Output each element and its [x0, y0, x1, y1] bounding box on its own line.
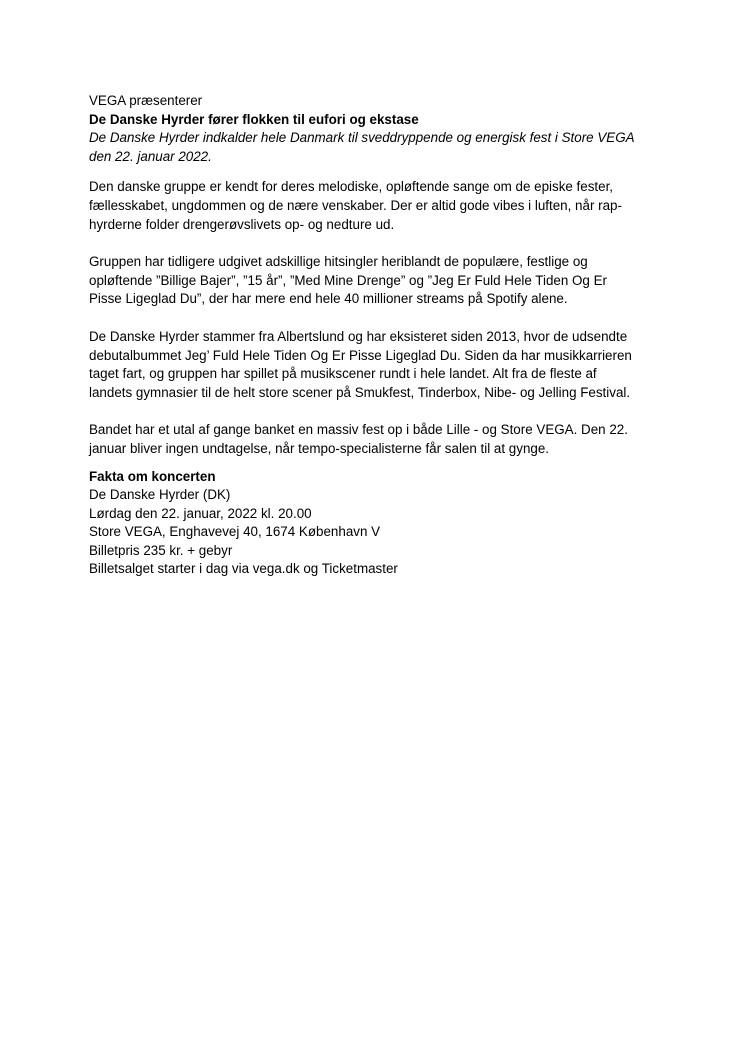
paragraph-line: taget fart, og gruppen har spillet på musikscener rundt i hele landet. Alt fra de fleste af	[89, 366, 597, 382]
facts-line: Billetpris 235 kr. + gebyr	[89, 542, 233, 558]
facts-line: Store VEGA, Enghavevej 40, 1674 København V	[89, 524, 381, 540]
header-block	[89, 92, 659, 166]
body-paragraph-3	[89, 328, 659, 402]
subhead-line: De Danske Hyrder indkalder hele Danmark til sveddryppende og energisk fest i Store VEGA	[89, 130, 635, 146]
body-paragraph-2	[89, 253, 659, 309]
facts-line: Billetsalget starter i dag via vega.dk og Ticketmaster	[89, 561, 398, 577]
paragraph-line: landets gymnasier til de helt store scener på Smukfest, Tinderbox, Nibe- og Jelling Festival.	[89, 384, 631, 400]
facts-title: Fakta om koncerten	[89, 468, 216, 484]
paragraph-line: Bandet har et utal af gange banket en massiv fest op i både Lille - og Store VEGA. Den 22.	[89, 422, 628, 438]
press-release	[89, 92, 659, 579]
facts-block	[89, 468, 659, 580]
paragraph-line: hyrderne folder drengerøvslivets op- og nedture ud.	[89, 216, 395, 232]
paragraph-line: Pisse Ligeglad Du”, der har mere end hele 40 millioner streams på Spotify alene.	[89, 291, 568, 307]
body-paragraph-4	[89, 421, 659, 458]
body-paragraph-1	[89, 178, 659, 234]
facts-line: De Danske Hyrder (DK)	[89, 487, 231, 503]
paragraph-line: opløftende ”Billige Bajer”, ”15 år”, ”Med Mine Drenge” og ”Jeg Er Fuld Hele Tiden Og Er	[89, 272, 607, 288]
paragraph-line: fællesskabet, ungdommen og de nære venskaber. Der er altid gode vibes i luften, når rap-	[89, 197, 622, 213]
paragraph-line: De Danske Hyrder stammer fra Albertslund og har eksisteret siden 2013, hvor de udsendte	[89, 328, 628, 344]
headline: De Danske Hyrder fører flokken til eufori og ekstase	[89, 111, 419, 127]
subhead-line: den 22. januar 2022.	[89, 148, 212, 164]
paragraph-line: Den danske gruppe er kendt for deres melodiske, opløftende sange om de episke fester,	[89, 179, 614, 195]
presenter-line: VEGA præsenterer	[89, 93, 203, 108]
paragraph-line: Gruppen har tidligere udgivet adskillige hitsingler heriblandt de populære, festlige og	[89, 254, 588, 270]
paragraph-line: januar bliver ingen undtagelse, når tempo-specialisterne får salen til at gynge.	[89, 440, 550, 456]
paragraph-line: debutalbummet Jeg’ Fuld Hele Tiden Og Er Pisse Ligeglad Du. Siden da har musikkarrieren	[89, 347, 632, 363]
facts-line: Lørdag den 22. januar, 2022 kl. 20.00	[89, 505, 312, 521]
